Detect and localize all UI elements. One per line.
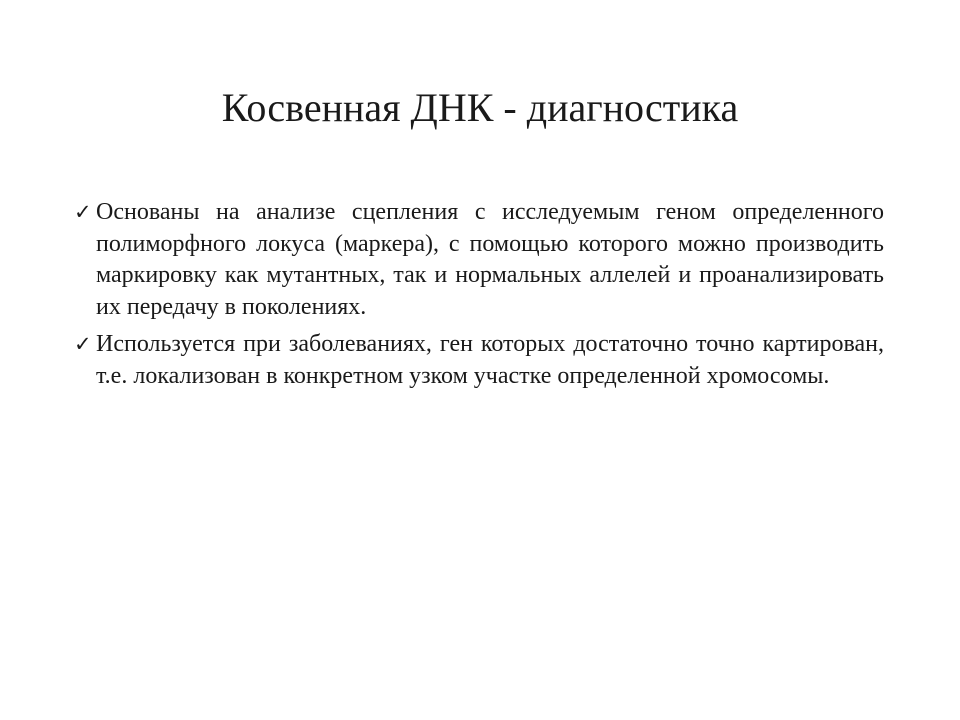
bullet-list (74, 197, 884, 398)
checkmark-icon: ✓ (74, 332, 92, 356)
bullet-text: Основаны на анализе сцепления с исследуемым геном определенного полиморфного локуса (маркера), с помощью которого можно производить маркировку как мутантных, так и нормальных аллелей и проанализировать их передачу в поколениях. (96, 199, 884, 320)
checkmark-icon: ✓ (74, 200, 92, 224)
bullet-item (74, 329, 884, 392)
bullet-item (74, 197, 884, 323)
bullet-text: Используется при заболеваниях, ген которых достаточно точно картирован, т.е. локализован в конкретном узком участке определенной хромосомы. (96, 331, 884, 389)
slide-title: Косвенная ДНК - диагностика (221, 85, 739, 130)
